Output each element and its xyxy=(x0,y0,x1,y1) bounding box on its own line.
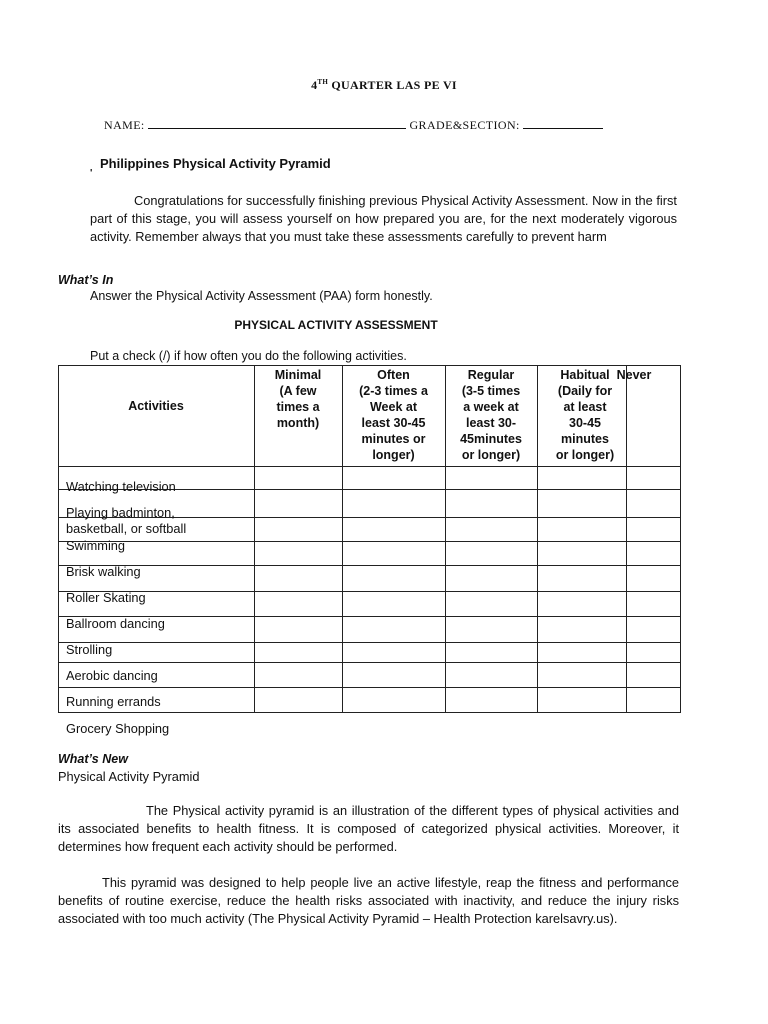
header-habitual-line: or longer) xyxy=(555,448,615,462)
header-habitual-line: Habitual xyxy=(560,368,610,382)
intro-text: Congratulations for successfully finishing previous Physical Activity Assessment. Now in the first part of this stage, you will assess yourself on how prepared you are, for the next moderately vigorous activity. Remember always that you must take these assessments carefully to prevent harm xyxy=(90,193,677,244)
pyramid-paragraph-1 xyxy=(58,802,679,856)
header-often xyxy=(342,367,445,463)
stray-mark: ' xyxy=(90,168,93,179)
title-number: 4 xyxy=(311,78,318,92)
pyramid-paragraph-2 xyxy=(58,874,679,928)
whats-new-heading: What’s New xyxy=(58,752,128,766)
header-often-line: Often xyxy=(377,368,410,382)
header-habitual-line: (Daily for xyxy=(557,384,613,398)
title-text: QUARTER LAS PE VI xyxy=(331,78,457,92)
header-minimal-line: (A few xyxy=(279,384,317,398)
header-regular-line: (3-5 times xyxy=(461,384,521,398)
header-often-line: longer) xyxy=(372,448,415,462)
header-minimal-line: Minimal xyxy=(274,368,322,382)
grade-section-label: GRADE&SECTION: xyxy=(409,118,520,132)
grade-section-field[interactable] xyxy=(523,117,603,129)
header-habitual-line: minutes xyxy=(561,432,609,446)
header-regular-line: a week at xyxy=(463,400,519,414)
check-instruction: Put a check (/) if how often you do the following activities. xyxy=(90,349,407,363)
activity-label: Watching television xyxy=(66,479,176,494)
section-subtitle: Philippines Physical Activity Pyramid xyxy=(100,156,331,171)
header-minimal-line: times a xyxy=(276,400,320,414)
header-regular-line: or longer) xyxy=(461,448,521,462)
activity-label: Aerobic dancing xyxy=(66,668,158,683)
activity-label: basketball, or softball xyxy=(66,521,187,536)
pyramid-subheading: Physical Activity Pyramid xyxy=(58,769,200,784)
activity-label: Roller Skating xyxy=(66,590,146,605)
header-regular-line: Regular xyxy=(467,368,515,382)
header-activities: Activities xyxy=(128,399,184,413)
header-often-line: least 30-45 xyxy=(361,416,426,430)
name-grade-line xyxy=(104,117,603,133)
activity-label-extra: Grocery Shopping xyxy=(66,721,170,736)
header-regular xyxy=(445,367,537,463)
name-label: NAME: xyxy=(104,118,145,132)
form-title: PHYSICAL ACTIVITY ASSESSMENT xyxy=(234,318,438,332)
activity-label: Running errands xyxy=(66,694,161,709)
activity-assessment-table xyxy=(58,365,681,713)
header-habitual-line: 30-45 xyxy=(569,416,601,430)
paa-instruction: Answer the Physical Activity Assessment (PAA) form honestly. xyxy=(90,289,433,303)
header-regular-line: 45minutes xyxy=(460,432,522,446)
whats-in-heading: What’s In xyxy=(58,273,114,287)
header-never: Never xyxy=(616,368,652,382)
name-field[interactable] xyxy=(148,117,406,129)
header-often-line: Week at xyxy=(369,400,417,414)
activity-label: Playing badminton, xyxy=(66,505,175,520)
activity-label: Strolling xyxy=(66,642,113,657)
activity-label: Swimming xyxy=(66,538,126,553)
header-habitual-line: at least xyxy=(563,400,607,414)
title-superscript: TH xyxy=(317,78,329,86)
pyramid-paragraph-1-text: The Physical activity pyramid is an illustration of the different types of physical activities and its associated benefits to health fitness. It is composed of categorized physical activities. Moreover, it determines how frequent each activity should be performed. xyxy=(58,803,679,854)
header-often-line: (2-3 times a xyxy=(359,384,428,398)
activity-label: Ballroom dancing xyxy=(66,616,165,631)
intro-paragraph xyxy=(90,192,677,246)
header-regular-line: least 30- xyxy=(465,416,517,430)
header-minimal-line: month) xyxy=(276,416,320,430)
pyramid-paragraph-2-text: This pyramid was designed to help people live an active lifestyle, reap the fitness and performance benefits of routine exercise, reduce the health risks associated with inactivity, and reduce the injury risks associated with too much activity (The Physical Activity Pyramid – Health Protection karelsavry.us). xyxy=(58,875,679,926)
header-minimal xyxy=(254,367,342,431)
page-title xyxy=(0,78,768,93)
header-often-line: minutes or xyxy=(361,432,426,446)
activity-label: Brisk walking xyxy=(66,564,141,579)
